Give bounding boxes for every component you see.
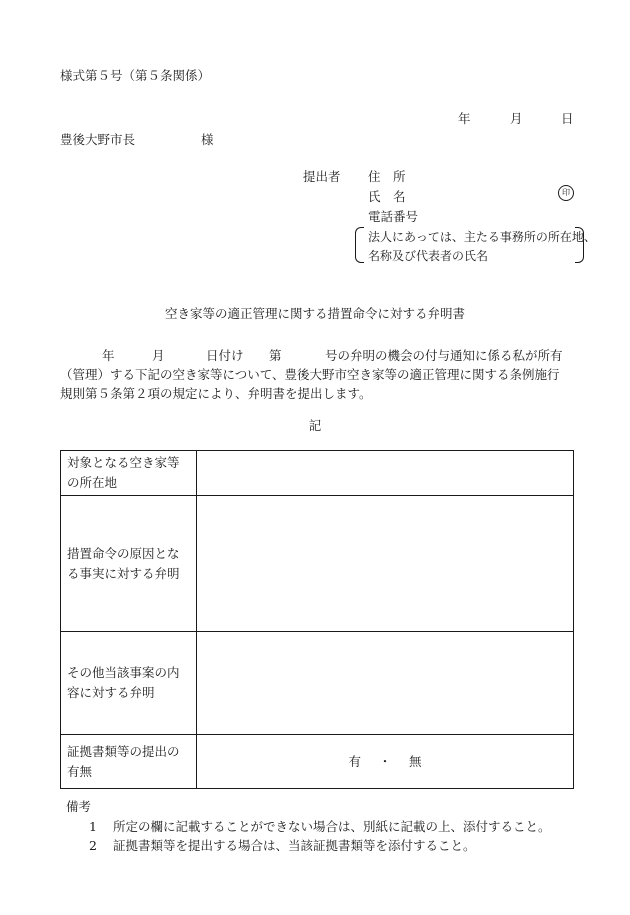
- evidence-no[interactable]: 無: [408, 753, 422, 769]
- document-title: 空き家等の適正管理に関する措置命令に対する弁明書: [164, 306, 465, 321]
- note-number: 1: [89, 819, 97, 834]
- table-row: [61, 632, 574, 735]
- name-label: 氏 名: [368, 189, 406, 204]
- notes-heading: 備考: [66, 799, 92, 814]
- form-table: [60, 450, 574, 789]
- evidence-yes[interactable]: 有: [348, 753, 362, 769]
- seal-mark: 印: [558, 185, 574, 201]
- other-defense-field[interactable]: [197, 632, 574, 735]
- body-line-3: 規則第５条第２項の規定により、弁明書を提出します。: [60, 386, 372, 401]
- date-month-label: 月: [510, 111, 523, 126]
- date-day-label: 日: [561, 111, 574, 126]
- note-item: [89, 817, 551, 835]
- form-number: 様式第５号（第５条関係）: [60, 68, 211, 83]
- body-line1-rest: 号の弁明の機会の付与通知に係る私が所有: [325, 348, 563, 363]
- address-label: 住 所: [368, 169, 406, 184]
- location-field[interactable]: [197, 451, 574, 496]
- row-label-defense: 措置命令の原因となる事実に対する弁明: [61, 496, 197, 632]
- body-line-2: （管理）する下記の空き家等について、豊後大野市空き家等の適正管理に関する条例施行: [60, 367, 560, 382]
- bracket-left: [355, 227, 364, 263]
- row-label-evidence: 証拠書類等の提出の有無: [61, 735, 197, 789]
- body-year: 年: [102, 348, 115, 363]
- body-line-1: [0, 346, 630, 366]
- phone-label: 電話番号: [368, 209, 419, 224]
- body-dated: 日付け: [206, 348, 244, 363]
- corporate-note-line2: 名称及び代表者の氏名: [368, 249, 489, 263]
- corporate-note-line1: 法人にあっては、主たる事務所の所在地、: [368, 230, 596, 244]
- row-label-other-defense: その他当該事案の内容に対する弁明: [61, 632, 197, 735]
- defense-field[interactable]: [197, 496, 574, 632]
- date-year-label: 年: [458, 111, 471, 126]
- table-row: [61, 735, 574, 789]
- table-row: [61, 451, 574, 496]
- note-text: 所定の欄に記載することができない場合は、別紙に記載の上、添付すること。: [113, 819, 551, 834]
- evidence-separator: ・: [378, 753, 392, 769]
- table-row: [61, 496, 574, 632]
- note-text: 証拠書類等を提出する場合は、当該証拠書類等を添付すること。: [113, 838, 476, 853]
- evidence-yes-no: [197, 735, 574, 789]
- body-dai: 第: [269, 348, 282, 363]
- note-item: [89, 836, 476, 854]
- ki-heading: 記: [308, 418, 322, 433]
- addressee: 豊後大野市長: [60, 132, 136, 147]
- note-number: 2: [89, 838, 97, 853]
- addressee-honorific: 様: [201, 132, 214, 147]
- row-label-location: 対象となる空き家等の所在地: [61, 451, 197, 496]
- submitter-label: 提出者: [303, 169, 341, 184]
- body-month: 月: [152, 348, 165, 363]
